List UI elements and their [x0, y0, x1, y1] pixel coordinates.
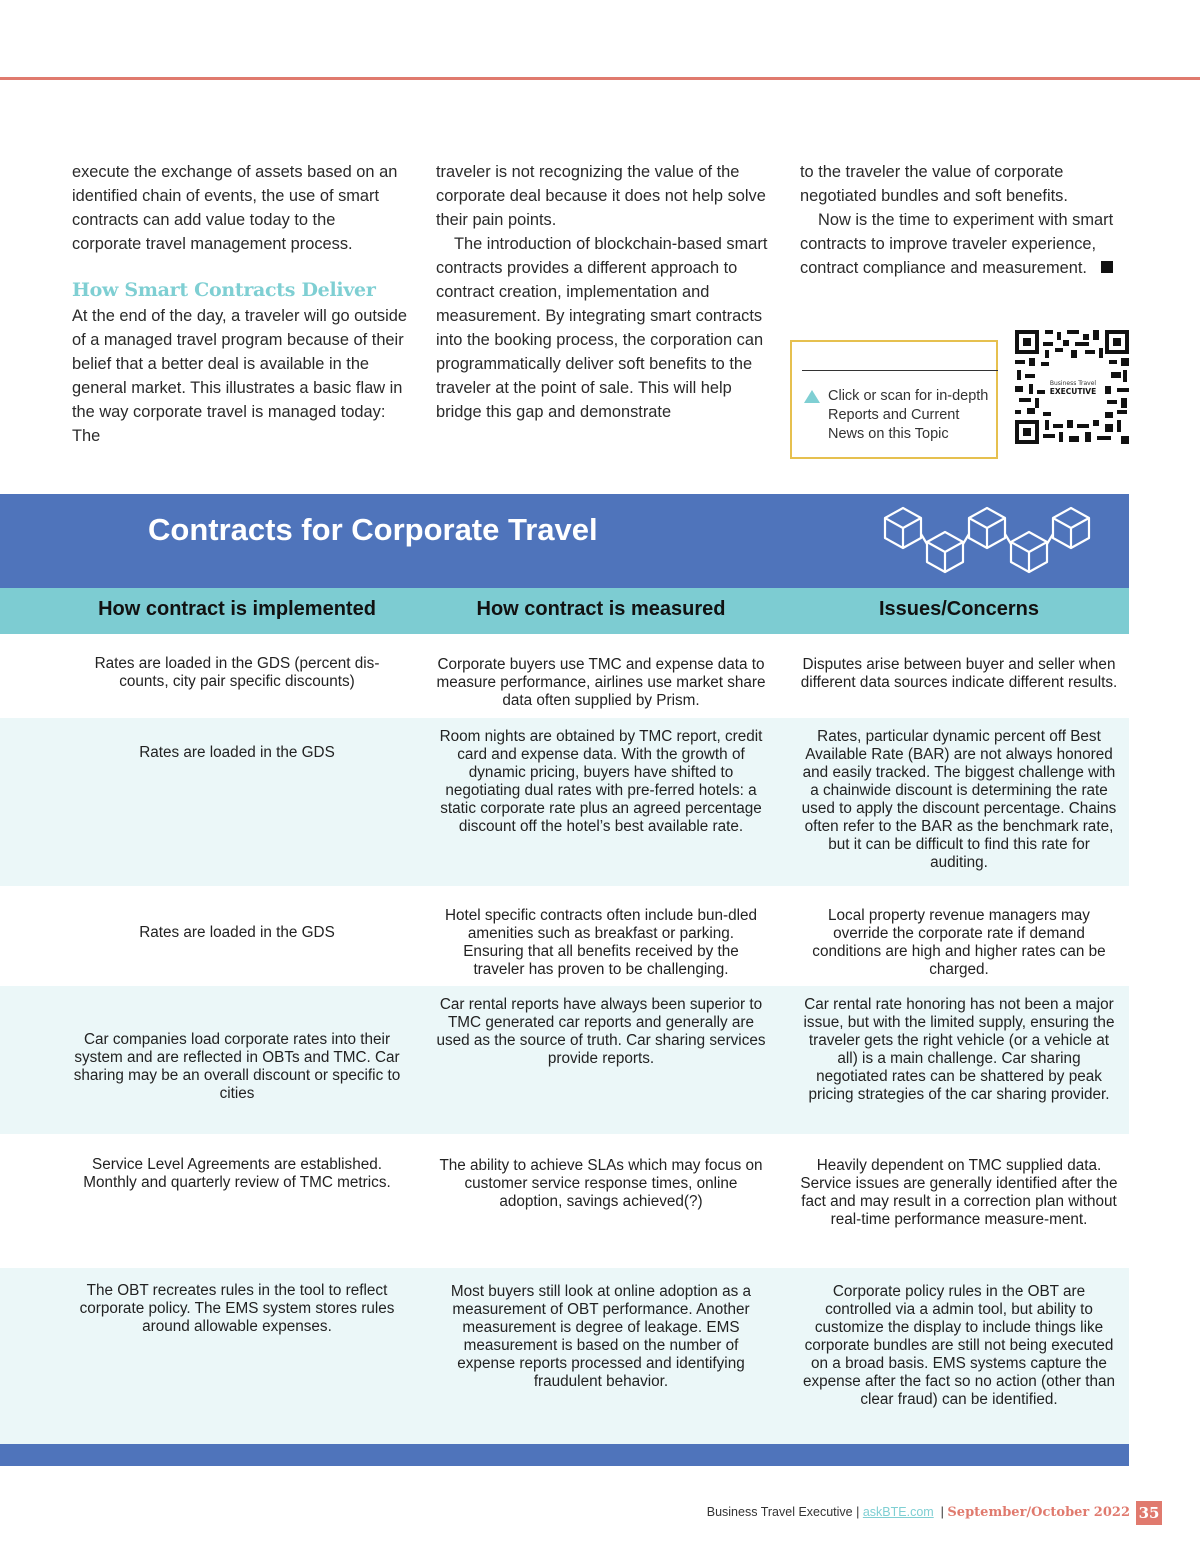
promo-box[interactable] [790, 340, 998, 459]
issue-date: September/October 2022 [947, 1505, 1130, 1520]
website-link[interactable]: askBTE.com [862, 1505, 934, 1519]
table-cell: Local property revenue managers may override the corporate rate if demand conditions are high and higher rates can be charged. [812, 907, 1106, 978]
blockchain-cubes-icon [880, 504, 1095, 578]
table-cell: Disputes arise between buyer and seller when different data sources indicate different results. [800, 656, 1118, 691]
table-cell: Service Level Agreements are established. Monthly and quarterly review of TMC metrics. [83, 1156, 391, 1191]
article-paragraph: traveler is not recognizing the value of the corporate deal because it does not help solve their pain points. [436, 163, 766, 229]
article-column-2 [436, 160, 776, 424]
end-mark-icon [1101, 261, 1113, 273]
page-footer: Business Travel Executive | askBTE.com | September/October 2022 [706, 1505, 1130, 1520]
table-cell: Hotel specific contracts often include bun-dled amenities such as breakfast or parking. Ensuring that all benefits received by the traveler has proven to be challenging. [444, 907, 758, 978]
article-paragraph: execute the exchange of assets based on an identified chain of events, the use of smart contracts can add value today to the corporate travel management process. [72, 163, 398, 253]
article-paragraph: to the traveler the value of corporate negotiated bundles and soft benefits. [800, 163, 1068, 205]
article-paragraph: The introduction of blockchain-based smart contracts provides a different approach to contract creation, implementation and measurement. By integrating smart contracts into the booking process, the corporation can programmatically deliver soft benefits to the traveler at the point of sale. This will help bridge this gap and demonstrate [436, 235, 768, 421]
promo-text[interactable]: Click or scan for in-depth Reports and Current News on this Topic [828, 388, 989, 442]
table-cell: Car rental reports have always been superior to TMC generated car reports and generally are used as the source of truth. Car sharing services provide reports. [436, 996, 766, 1067]
article-closing-text: Now is the time to experiment with smart contracts to improve traveler experience, contract compliance and measurement. [800, 211, 1114, 277]
table-cell: Rates are loaded in the GDS [139, 924, 335, 941]
table-cell: Room nights are obtained by TMC report, credit card and expense data. With the growth of dynamic pricing, buyers have shifted to negotiating dual rates with pre-ferred hotels: a static corporate rate plus an agreed percentage discount off the hotel’s best available rate. [439, 728, 763, 835]
qr-logo-line2: EXECUTIVE [1049, 387, 1097, 396]
article-paragraph [800, 208, 1120, 280]
article-paragraph: At the end of the day, a traveler will go outside of a managed travel program because of their belief that a better deal is available in the general market. This illustrates a basic flaw in the way corporate travel is managed today: The [72, 307, 407, 445]
triangle-icon [804, 390, 820, 403]
qr-logo-line1: Business Travel [1049, 380, 1097, 387]
table-cell: The OBT recreates rules in the tool to reflect corporate policy. The EMS system stores rules around allowable expenses. [79, 1282, 395, 1335]
article-column-1 [72, 160, 407, 448]
promo-rule [802, 370, 998, 371]
article-column-3 [800, 160, 1120, 280]
table-cell: Rates, particular dynamic percent off Best Available Rate (BAR) are not always honored and easily tracked. The biggest challenge with a chainwide discount is determining the rate used to apply the discount percentage. Chains often refer to the BAR as the benchmark rate, but it can be difficult to find this rate for auditing. [801, 728, 1117, 871]
section-subhead: How Smart Contracts Deliver [72, 279, 376, 301]
page-number: 35 [1136, 1501, 1162, 1525]
top-rule [0, 77, 1200, 80]
table-title: Contracts for Corporate Travel [148, 512, 598, 547]
table-bottom-bar [0, 1444, 1129, 1466]
table-cell: Car rental rate honoring has not been a major issue, but with the limited supply, ensuring the traveler gets the right vehicle (or a vehicle at all) is a main challenge. Car sharing negotiated rates can be shattered by peak pricing strategies of the car sharing provider. [803, 996, 1115, 1103]
column-header: How contract is measured [476, 598, 726, 620]
publication-name: Business Travel Executive [706, 1505, 853, 1519]
table-cell: Most buyers still look at online adoption as a measurement of OBT performance. Another measurement is degree of leakage. EMS measurement is based on the number of expense reports processed and identifying fraudulent behavior. [450, 1283, 752, 1390]
table-cell: Rates are loaded in the GDS (percent dis-counts, city pair specific discounts) [94, 655, 380, 690]
qr-code-icon[interactable] [1013, 328, 1131, 446]
column-header: Issues/Concerns [878, 598, 1040, 620]
table-cell: The ability to achieve SLAs which may focus on customer service response times, online adoption, savings achieved(?) [439, 1157, 763, 1210]
table-cell: Corporate policy rules in the OBT are controlled via a admin tool, but ability to customize the display to include things like corporate bundles are still not being executed on a broad basis. EMS systems capture the expense after the fact so no action (other than clear fraud) can be identified. [802, 1283, 1116, 1408]
column-header: How contract is implemented [98, 598, 376, 620]
table-cell: Rates are loaded in the GDS [139, 744, 335, 761]
table-cell: Car companies load corporate rates into their system and are reflected in OBTs and TMC. Car sharing may be an overall discount or specific to cities [73, 1031, 401, 1102]
table-cell: Corporate buyers use TMC and expense data to measure performance, airlines use market share data often supplied by Prism. [436, 656, 766, 709]
table-cell: Heavily dependent on TMC supplied data. Service issues are generally identified after the fact and may result in a correction plan without real-time performance measure-ment. [800, 1157, 1118, 1228]
